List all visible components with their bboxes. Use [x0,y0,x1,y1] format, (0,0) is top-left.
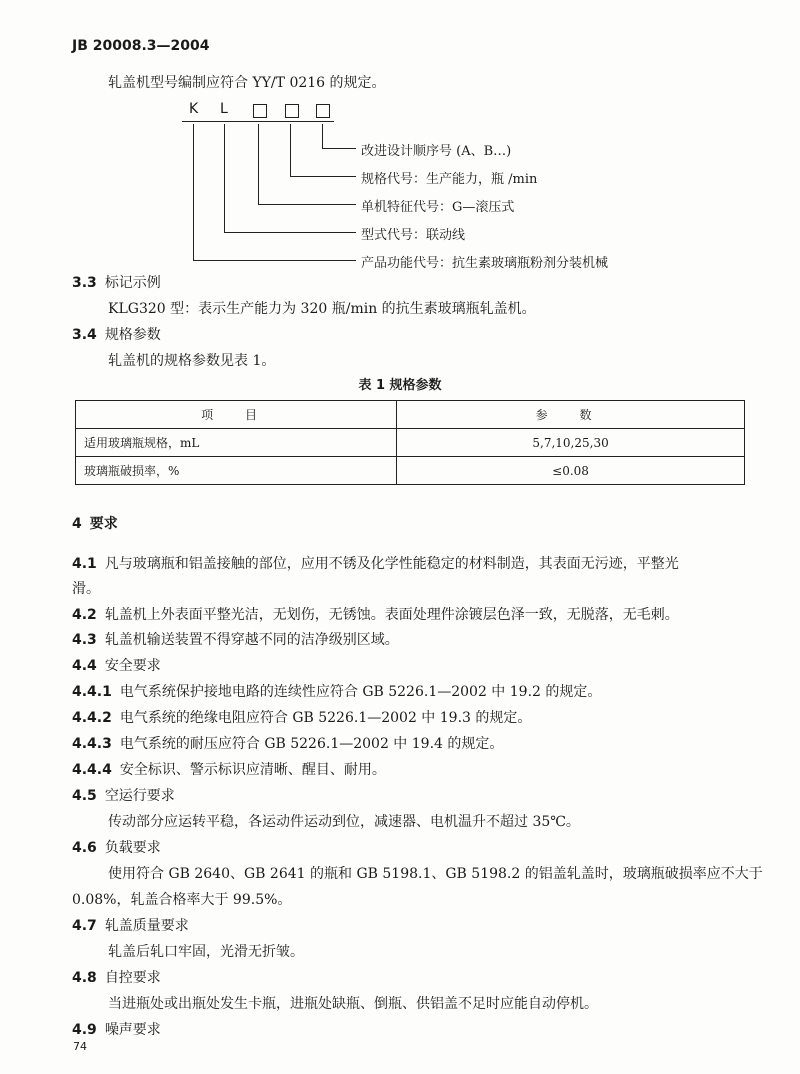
code-box-1 [253,104,267,118]
item-4-5: 4.5 空运行要求 [72,788,175,804]
item-4-6-line1: 使用符合 GB 2640、GB 2641 的瓶和 GB 5198.1、GB 5198.2 的铝盖轧盖时，玻璃瓶破损率应不大于 [108,866,763,882]
code-label-function: 产品功能代号：抗生素玻璃瓶粉剂分装机械 [361,256,609,271]
leader-v-1 [193,124,194,260]
code-letter-k: K [189,101,199,117]
item-4-4-2: 4.4.2 电气系统的绝缘电阻应符合 GB 5226.1—2002 中 19.3 的规定。 [72,710,532,726]
item-4-5-text: 传动部分应运转平稳，各运动件运动到位，减速器、电机温升不超过 35℃。 [108,814,580,830]
leader-v-5 [322,124,323,148]
code-box-2 [285,104,299,118]
item-4-4-4: 4.4.4 安全标识、警示标识应清晰、醒目、耐用。 [72,762,386,778]
item-4-4-1: 4.4.1 电气系统保护接地电路的连续性应符合 GB 5226.1—2002 中 19.2 的规定。 [72,684,602,700]
code-box-3 [316,104,330,118]
item-4-4-3: 4.4.3 电气系统的耐压应符合 GB 5226.1—2002 中 19.4 的规定。 [72,736,504,752]
section-4-heading: 4 要求 [72,516,118,532]
table-cell: 适用玻璃瓶规格，mL [76,429,397,457]
standard-number: JB 20008.3—2004 [72,38,210,54]
leader-h-5 [322,148,356,149]
table-cell: 5,7,10,25,30 [397,429,745,457]
intro-text: 轧盖机型号编制应符合 YY/T 0216 的规定。 [108,75,386,91]
item-4-4: 4.4 安全要求 [72,658,161,674]
item-4-8-text: 当进瓶处或出瓶处发生卡瓶，进瓶处缺瓶、倒瓶、供铝盖不足时应能自动停机。 [108,996,598,1012]
code-label-feature: 单机特征代号：G—滚压式 [361,200,515,215]
page-number: 74 [73,1040,87,1053]
table-caption: 表 1 规格参数 [358,378,442,393]
leader-h-1 [193,260,356,261]
item-4-2: 4.2 轧盖机上外表面平整光洁，无划伤，无锈蚀。表面处理件涂镀层色泽一致，无脱落，无毛刺。 [72,607,679,623]
table-row [76,429,745,457]
item-4-1-line1: 4.1 凡与玻璃瓶和铝盖接触的部位，应用不锈及化学性能稳定的材料制造，其表面无污迹，平整光 [72,556,679,572]
leader-v-3 [258,124,259,204]
section-3-4-text: 轧盖机的规格参数见表 1。 [108,353,276,369]
table-cell: ≤0.08 [397,457,745,485]
table-row [76,457,745,485]
code-underline [182,121,334,122]
item-4-6: 4.6 负载要求 [72,840,161,856]
spec-table [75,400,745,485]
leader-v-2 [224,124,225,232]
item-4-7-text: 轧盖后轧口牢固，光滑无折皱。 [108,944,304,960]
item-4-8: 4.8 自控要求 [72,970,161,986]
item-4-1-line2: 滑。 [72,581,100,597]
code-label-revision: 改进设计顺序号 (A、B…) [361,144,512,159]
code-label-spec: 规格代号：生产能力，瓶 /min [361,172,538,187]
item-4-3: 4.3 轧盖机输送装置不得穿越不同的洁净级别区域。 [72,632,399,648]
section-3-4-heading: 3.4 规格参数 [72,327,161,343]
code-letter-l: L [220,101,228,117]
leader-h-2 [224,232,356,233]
table-header-item: 项 目 [76,401,397,429]
section-3-3-heading: 3.3 标记示例 [72,275,161,291]
item-4-9: 4.9 噪声要求 [72,1022,161,1038]
table-header-row [76,401,745,429]
leader-h-3 [258,204,356,205]
code-label-type: 型式代号：联动线 [361,228,466,243]
leader-v-4 [290,124,291,176]
leader-h-4 [290,176,356,177]
table-cell: 玻璃瓶破损率，% [76,457,397,485]
item-4-7: 4.7 轧盖质量要求 [72,918,189,934]
table-header-param: 参 数 [397,401,745,429]
item-4-6-line2: 0.08%，轧盖合格率大于 99.5%。 [72,892,292,908]
section-3-3-text: KLG320 型：表示生产能力为 320 瓶/min 的抗生素玻璃瓶轧盖机。 [108,301,536,317]
